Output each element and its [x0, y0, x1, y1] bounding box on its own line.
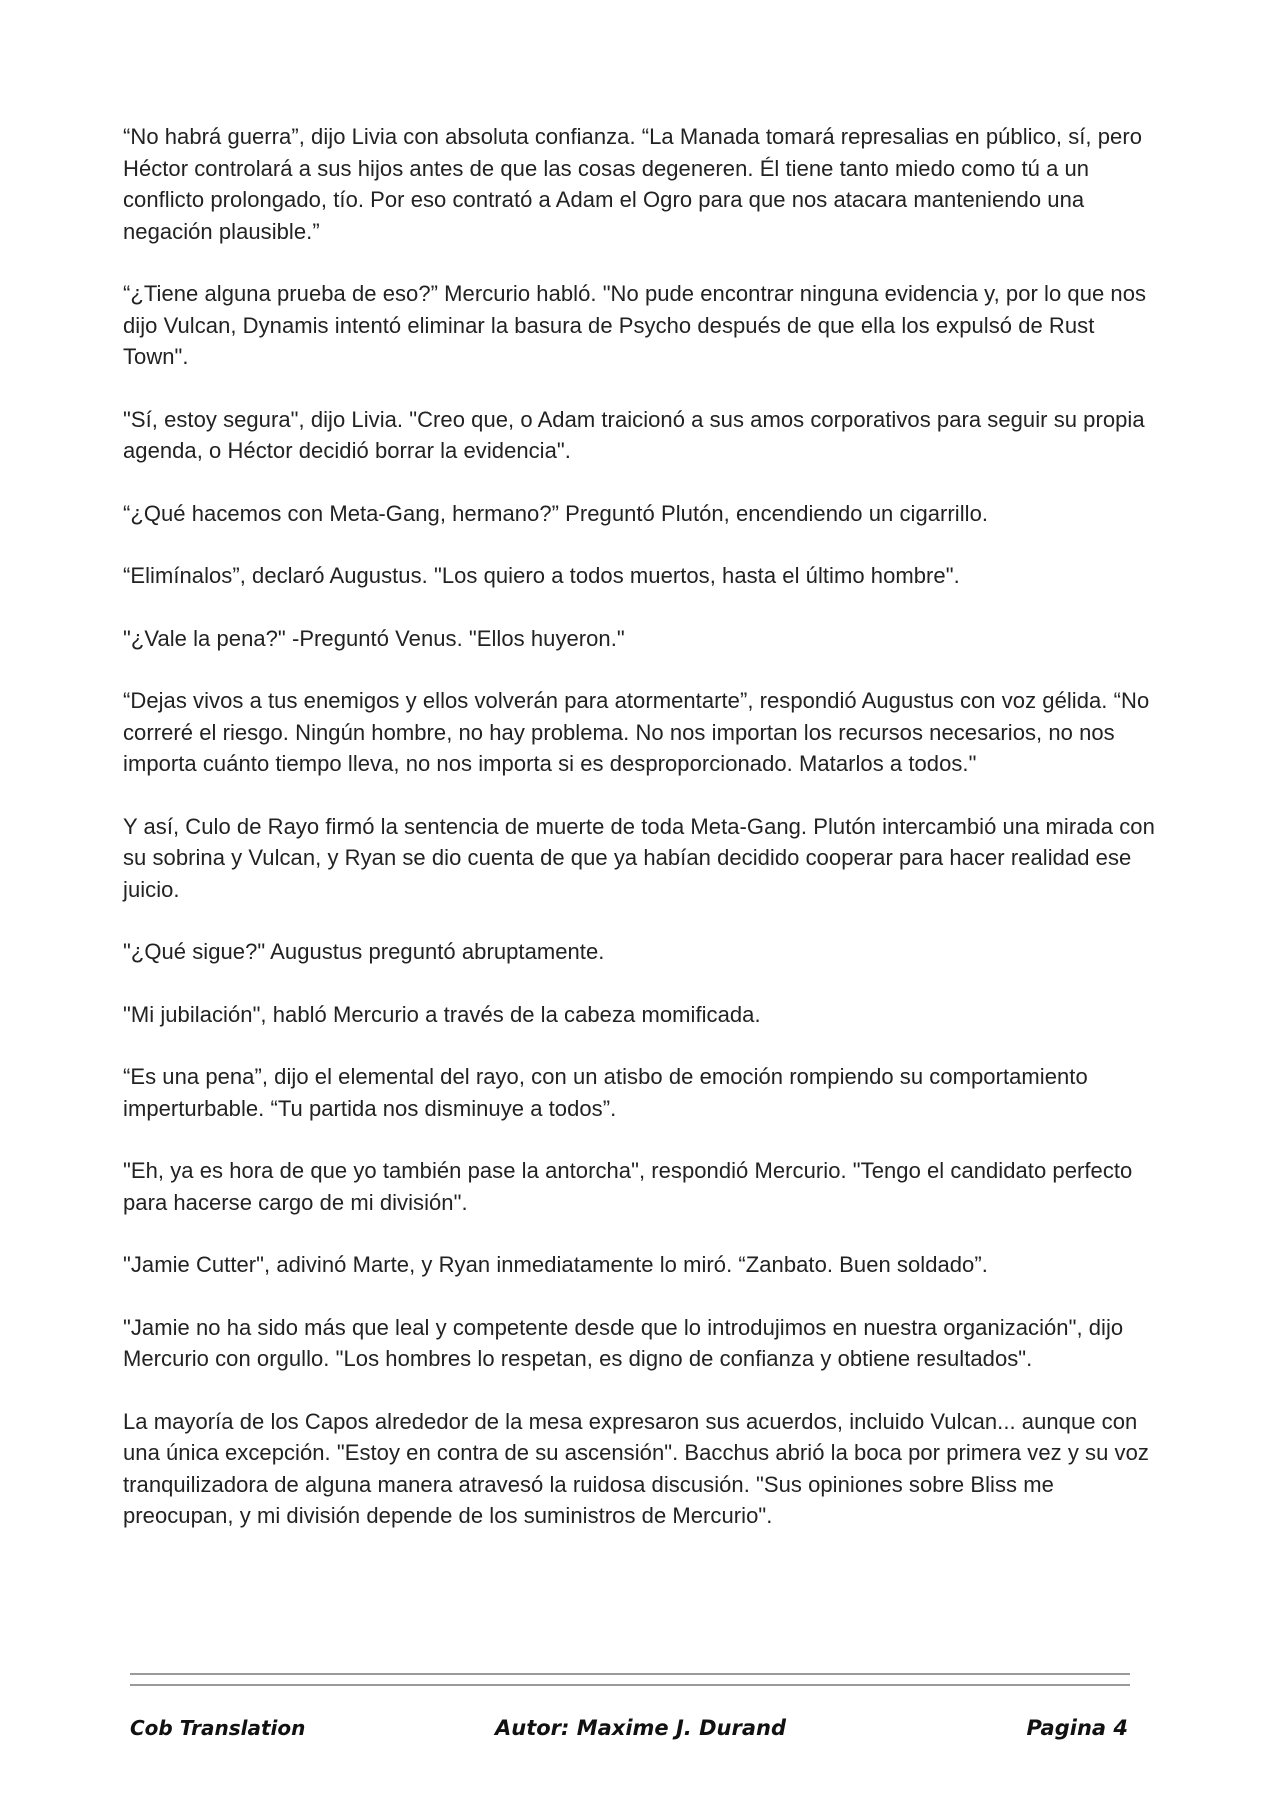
paragraph: “Elimínalos”, declaró Augustus. "Los quiero a todos muertos, hasta el último hombre".	[123, 563, 960, 588]
paragraph: “Es una pena”, dijo el elemental del rayo, con un atisbo de emoción rompiendo su comportamiento imperturbable. “Tu partida nos disminuye a todos”.	[123, 1064, 1088, 1121]
footer-page-number: Pagina 4	[1026, 1716, 1128, 1740]
page-footer	[130, 1716, 1130, 1750]
paragraph: "Jamie Cutter", adivinó Marte, y Ryan inmediatamente lo miró. “Zanbato. Buen soldado”.	[123, 1252, 988, 1277]
paragraph: Y así, Culo de Rayo firmó la sentencia de muerte de toda Meta-Gang. Plutón intercambió una mirada con su sobrina y Vulcan, y Ryan se dio cuenta de que ya habían decidido cooperar para hacer realidad ese juicio.	[123, 813, 1155, 902]
paragraph: "¿Vale la pena?" -Preguntó Venus. "Ellos huyeron."	[123, 625, 625, 651]
paragraph: “¿Qué hacemos con Meta-Gang, hermano?” Preguntó Plutón, encendiendo un cigarrillo.	[123, 500, 989, 526]
body-text	[123, 121, 1163, 1563]
paragraph: “¿Tiene alguna prueba de eso?” Mercurio habló. "No pude encontrar ninguna evidencia y, por lo que nos dijo Vulcan, Dynamis intentó eliminar la basura de Psycho después de que ella los expulsó de Rust Town".	[123, 281, 1147, 369]
footer-translator: Cob Translation	[130, 1716, 306, 1740]
footer-author: Autor: Maxime J. Durand	[495, 1716, 786, 1740]
footer-divider-bottom	[130, 1684, 1130, 1686]
paragraph: La mayoría de los Capos alrededor de la mesa expresaron sus acuerdos, incluido Vulcan... aunque con una única excepción. "Estoy en contra de su ascensión". Bacchus abrió la boca por primera vez y su voz tranquilizadora de alguna manera atravesó la ruidosa discusión. "Sus opiniones sobre Bliss me preocupan, y mi división depende de los suministros de Mercurio".	[123, 1408, 1149, 1528]
paragraph: “Dejas vivos a tus enemigos y ellos volverán para atormentarte”, respondió Augustus con voz gélida. “No correré el riesgo. Ningún hombre, no hay problema. No nos importan los recursos necesarios, no nos importa cuánto tiempo lleva, no nos importa si es desproporcionado. Matarlos a todos."	[123, 688, 1150, 776]
paragraph: "Sí, estoy segura", dijo Livia. "Creo que, o Adam traicionó a sus amos corporativos para seguir su propia agenda, o Héctor decidió borrar la evidencia".	[123, 406, 1145, 463]
paragraph: "Jamie no ha sido más que leal y competente desde que lo introdujimos en nuestra organización", dijo Mercurio con orgullo. "Los hombres lo respetan, es digno de confianza y obtiene resultados".	[123, 1314, 1124, 1371]
paragraph: "Mi jubilación", habló Mercurio a través de la cabeza momificada.	[123, 1001, 761, 1027]
footer-divider-top	[130, 1673, 1130, 1675]
paragraph: “No habrá guerra”, dijo Livia con absoluta confianza. “La Manada tomará represalias en público, sí, pero Héctor controlará a sus hijos antes de que las cosas degeneren. Él tiene tanto miedo como tú a un conflicto prolongado, tío. Por eso contrató a Adam el Ogro para que nos atacara manteniendo una negación plausible.”	[123, 124, 1142, 244]
paragraph: "Eh, ya es hora de que yo también pase la antorcha", respondió Mercurio. "Tengo el candidato perfecto para hacerse cargo de mi división".	[123, 1158, 1133, 1215]
paragraph: "¿Qué sigue?" Augustus preguntó abruptamente.	[123, 939, 605, 964]
